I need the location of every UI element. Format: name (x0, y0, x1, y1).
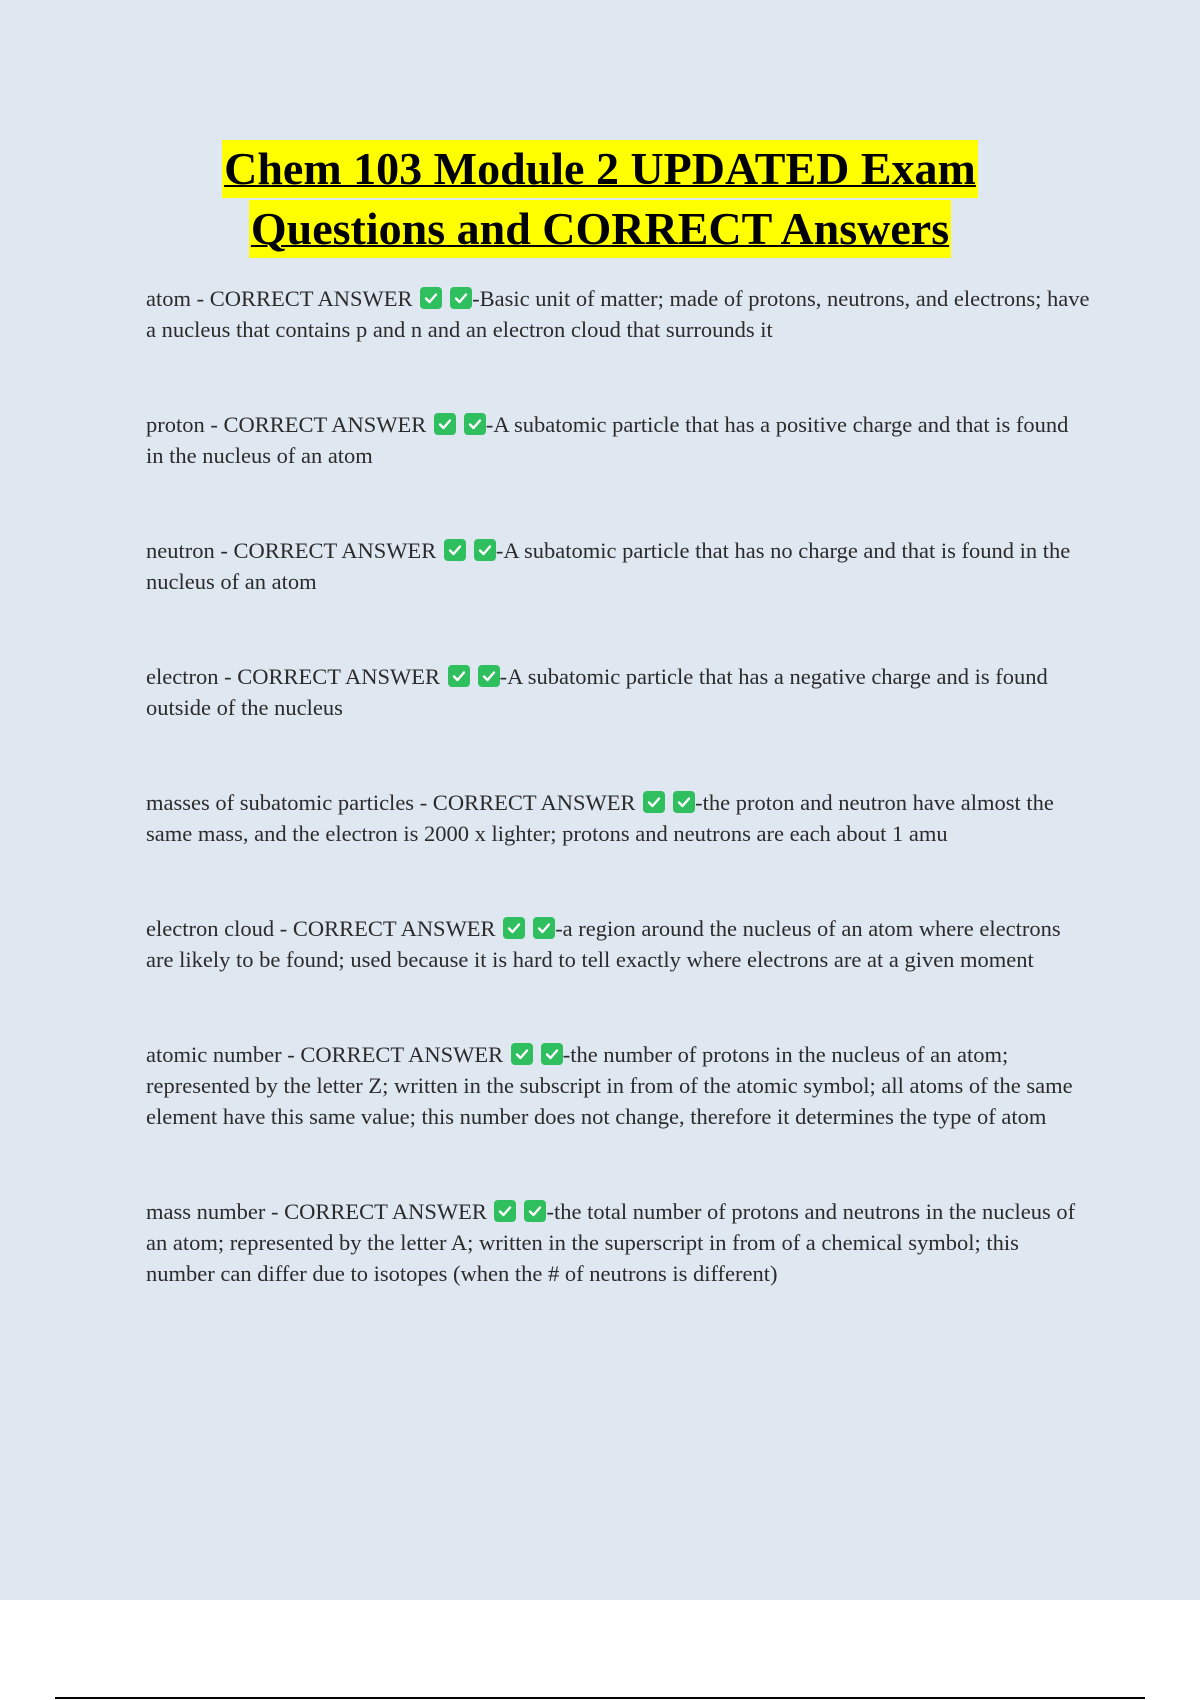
entry-definition: -a region around the nucleus of an atom where electrons are likely to be found; used because it is hard to tell exactly where electrons are at a given moment (146, 916, 1061, 972)
entry-term: proton (146, 412, 205, 437)
entry-definition: -the number of protons in the nucleus of an atom; represented by the letter Z; written in the subscript in from of the atomic symbol; all atoms of the same element have this same value; this number does not change, therefore it determines the type of atom (146, 1042, 1073, 1129)
check-mark-icon (434, 413, 456, 435)
entry-answer-label: - CORRECT ANSWER (281, 1042, 504, 1067)
entry-term: atomic number (146, 1042, 282, 1067)
qa-entry (146, 1039, 1091, 1132)
entry-answer-label: - CORRECT ANSWER (274, 916, 496, 941)
title-line-2: Questions and CORRECT Answers (249, 200, 951, 258)
qa-entry (146, 409, 1091, 471)
qa-entry (146, 535, 1091, 597)
qa-list (146, 283, 1091, 1289)
qa-entry (146, 661, 1091, 723)
entry-term: mass number (146, 1199, 266, 1224)
check-mark-icon (511, 1043, 533, 1065)
check-mark-icon (450, 287, 472, 309)
qa-entry (146, 913, 1091, 975)
check-mark-icon (444, 539, 466, 561)
qa-entry (146, 787, 1091, 849)
entry-definition: -A subatomic particle that has a positive charge and that is found in the nucleus of an atom (146, 412, 1069, 468)
entry-answer-label: - CORRECT ANSWER (414, 790, 636, 815)
check-mark-icon (503, 917, 525, 939)
check-mark-icon (524, 1200, 546, 1222)
check-mark-icon (420, 287, 442, 309)
entry-definition: -the proton and neutron have almost the same mass, and the electron is 2000 x lighter; protons and neutrons are each about 1 amu (146, 790, 1054, 846)
qa-entry (146, 283, 1091, 345)
check-mark-icon (541, 1043, 563, 1065)
footer-rule (55, 1697, 1145, 1699)
entry-definition: -Basic unit of matter; made of protons, neutrons, and electrons; have a nucleus that contains p and n and an electron cloud that surrounds it (146, 286, 1090, 342)
entry-definition: -the total number of protons and neutrons in the nucleus of an atom; represented by the letter A; written in the superscript in from of a chemical symbol; this number can differ due to isotopes (when the # of neutrons is different) (146, 1199, 1076, 1286)
entry-term: electron (146, 664, 219, 689)
check-mark-icon (673, 791, 695, 813)
check-mark-icon (478, 665, 500, 687)
check-mark-icon (464, 413, 486, 435)
entry-answer-label: - CORRECT ANSWER (218, 664, 440, 689)
entry-definition: -A subatomic particle that has no charge and that is found in the nucleus of an atom (146, 538, 1071, 594)
entry-definition: -A subatomic particle that has a negative charge and is found outside of the nucleus (146, 664, 1048, 720)
check-mark-icon (643, 791, 665, 813)
entry-term: atom (146, 286, 191, 311)
entry-term: masses of subatomic particles (146, 790, 415, 815)
check-mark-icon (533, 917, 555, 939)
entry-term: electron cloud (146, 916, 275, 941)
document-title (0, 140, 1200, 258)
entry-answer-label: - CORRECT ANSWER (265, 1199, 487, 1224)
check-mark-icon (474, 539, 496, 561)
qa-entry (146, 1196, 1091, 1289)
entry-answer-label: - CORRECT ANSWER (204, 412, 427, 437)
check-mark-icon (494, 1200, 516, 1222)
title-line-1: Chem 103 Module 2 UPDATED Exam (222, 140, 978, 198)
entry-answer-label: - CORRECT ANSWER (214, 538, 437, 563)
check-mark-icon (448, 665, 470, 687)
entry-term: neutron (146, 538, 215, 563)
entry-answer-label: - CORRECT ANSWER (191, 286, 413, 311)
